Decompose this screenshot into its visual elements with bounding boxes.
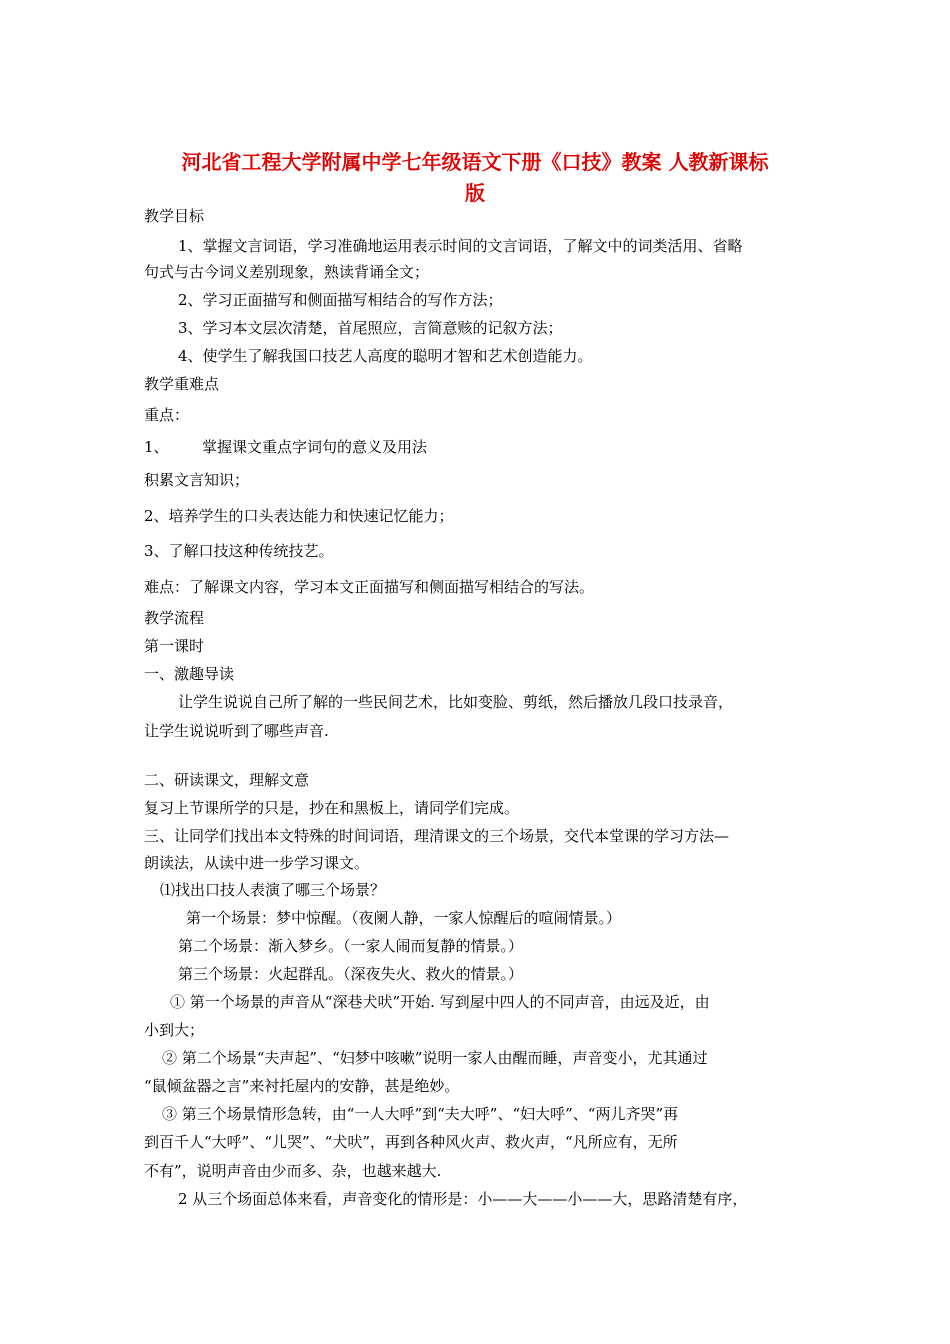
note-1-line-2: 小到大；	[144, 1021, 205, 1039]
question-2: 2 从三个场面总体来看，声音变化的情形是：小——大——小——大，思路清楚有序，	[178, 1190, 748, 1208]
focus-label: 重点：	[144, 406, 190, 424]
step-1-line-2: 让学生说说听到了哪些声音.	[144, 722, 329, 740]
focus-1-continued: 积累文言知识；	[144, 471, 250, 489]
note-3-line-3: 不有”，说明声音由少而多、杂，也越来越大.	[144, 1162, 442, 1180]
document-title	[140, 147, 810, 209]
focus-1-text: 掌握课文重点字词句的意义及用法	[202, 438, 428, 456]
title-line-2: 版	[465, 181, 485, 205]
note-2-line-1: ② 第二个场景“夫声起”、“妇梦中咳嗽”说明一家人由醒而睡，声音变小，尤其通过	[162, 1049, 708, 1067]
lesson-label: 第一课时	[144, 637, 205, 655]
objectives-heading: 教学目标	[144, 207, 205, 225]
step-2-text: 复习上节课所学的只是，抄在和黑板上，请同学们完成。	[144, 799, 520, 817]
step-1-heading: 一、激趣导读	[144, 665, 235, 683]
step-1-line-1: 让学生说说自己所了解的一些民间艺术，比如变脸、剪纸，然后播放几段口技录音，	[178, 693, 734, 711]
process-heading: 教学流程	[144, 609, 205, 627]
focus-3: 3、了解口技这种传统技艺。	[144, 542, 334, 560]
note-3-line-2: 到百千人“大呼”、“儿哭”、“犬吠”，再到各种风火声、救火声，“凡所应有，无所	[144, 1133, 678, 1151]
title-line-1: 河北省工程大学附属中学七年级语文下册《口技》教案 人教新课标	[181, 150, 769, 174]
difficulty: 难点：了解课文内容，学习本文正面描写和侧面描写相结合的写法。	[144, 578, 595, 596]
objective-1-line-1: 1、掌握文言词语，学习准确地运用表示时间的文言词语，了解文中的词类活用、省略	[178, 237, 743, 255]
note-2-line-2: “鼠倾盆器之言”来衬托屋内的安静，甚是绝妙。	[144, 1077, 460, 1095]
key-points-heading: 教学重难点	[144, 375, 220, 393]
scene-1: 第一个场景：梦中惊醒。（夜阑人静，一家人惊醒后的喧闹情景。）	[186, 909, 622, 927]
objective-4: 4、使学生了解我国口技艺人高度的聪明才智和艺术创造能力。	[178, 347, 593, 365]
focus-1-number: 1、	[144, 438, 169, 456]
scene-3: 第三个场景：火起群乱。（深夜失火、救火的情景。）	[178, 965, 524, 983]
question-1: ⑴找出口技人表演了哪三个场景？	[160, 881, 386, 899]
objective-3: 3、学习本文层次清楚，首尾照应，言简意赅的记叙方法；	[178, 319, 563, 337]
step-3-line-2: 朗读法，从读中进一步学习课文。	[144, 854, 370, 872]
step-2-heading: 二、研读课文，理解文意	[144, 771, 310, 789]
objective-2: 2、学习正面描写和侧面描写相结合的写作方法；	[178, 291, 503, 309]
scene-2: 第二个场景：渐入梦乡。（一家人闹而复静的情景。）	[178, 937, 524, 955]
note-1-line-1: ① 第一个场景的声音从“深巷犬吠”开始. 写到屋中四人的不同声音，由远及近，由	[170, 993, 710, 1011]
objective-1-line-2: 句式与古今词义差别现象，熟读背诵全文；	[144, 263, 430, 281]
step-3-line-1: 三、让同学们找出本文特殊的时间词语，理清课文的三个场景，交代本堂课的学习方法—	[144, 827, 730, 845]
focus-2: 2、培养学生的口头表达能力和快速记忆能力；	[144, 507, 454, 525]
note-3-line-1: ③ 第三个场景情形急转，由“一人大呼”到“夫大呼”、“妇大呼”、“两儿齐哭”再	[162, 1105, 679, 1123]
